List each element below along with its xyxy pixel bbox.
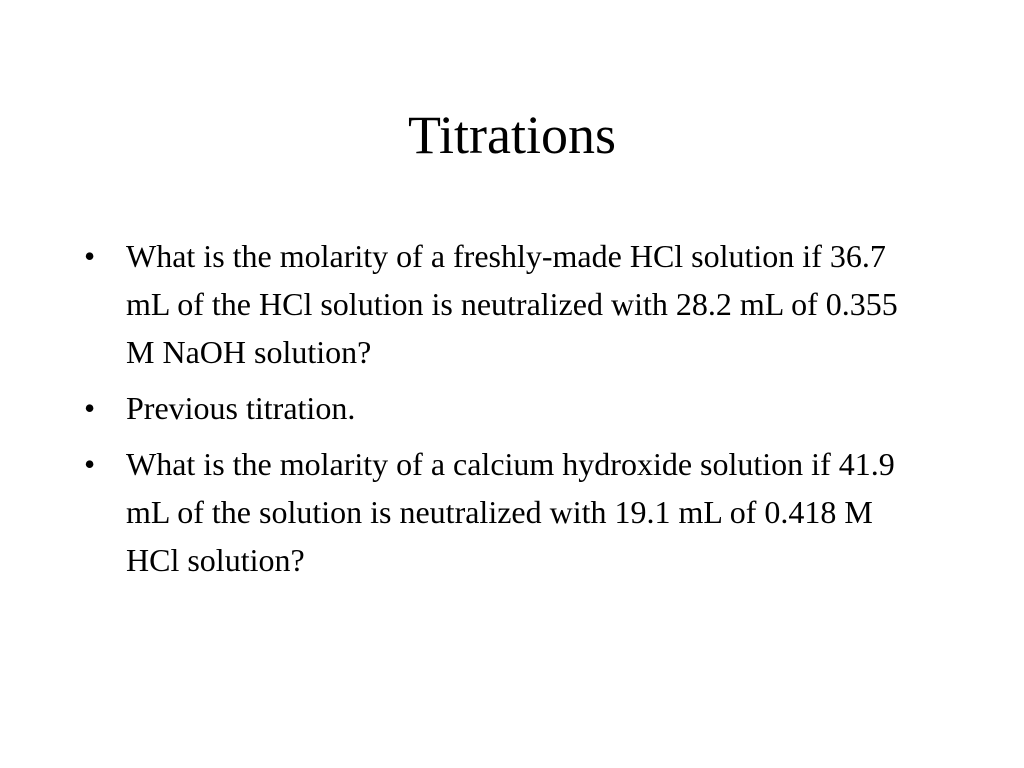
bullet-item-2: [84, 384, 914, 432]
slide-title: Titrations: [407, 105, 617, 165]
bullet-item-1: [84, 232, 914, 376]
bullet-marker: •: [84, 446, 96, 482]
bullet-text: What is the molarity of a calcium hydroxide solution if 41.9 mL of the solution is neutralized with 19.1 mL of 0.418 M HCl solution?: [126, 446, 895, 578]
bullet-text: What is the molarity of a freshly-made HCl solution if 36.7 mL of the HCl solution is neutralized with 28.2 mL of 0.355 M NaOH solution?: [126, 238, 898, 370]
bullet-text: Previous titration.: [126, 390, 356, 426]
bullet-marker: •: [84, 238, 96, 274]
bullet-marker: •: [84, 390, 96, 426]
bullet-list: [84, 232, 914, 592]
bullet-item-3: [84, 440, 914, 584]
